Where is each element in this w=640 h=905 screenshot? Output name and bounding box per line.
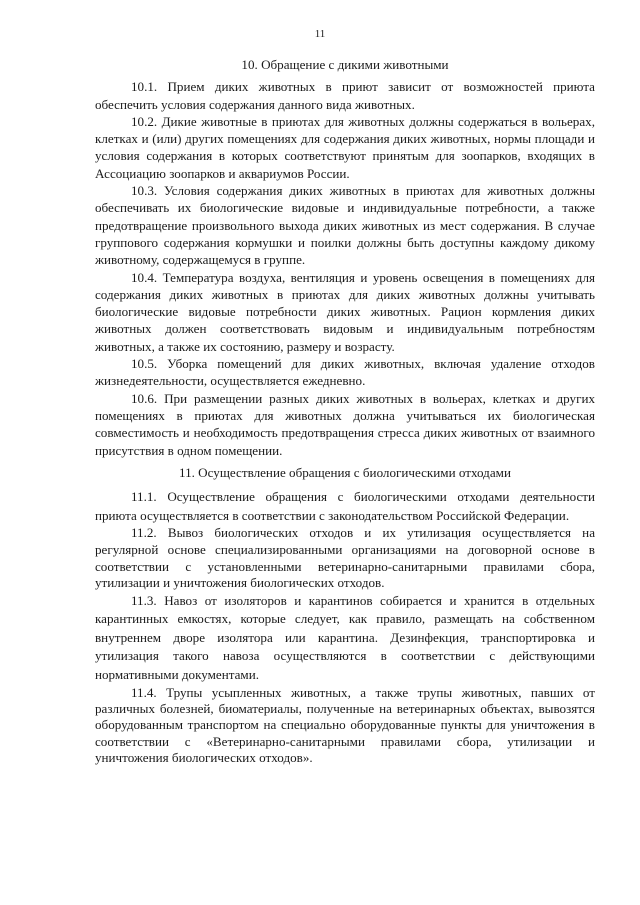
paragraph-10-4: 10.4. Температура воздуха, вентиляция и уровень освещения в помещениях для содержания диких животных в приютах для диких животных должны учитывать биологические видовые потребности диких животных. Рацион кормления диких животных должен соответствовать видовым и индивидуальным потребностям животных, а также их состоянию, размеру и возрасту. <box>95 269 595 354</box>
paragraph-10-5: 10.5. Уборка помещений для диких животных, включая удаление отходов жизнедеятельности, осуществляется ежедневно. <box>95 356 595 389</box>
paragraph-10-2: 10.2. Дикие животные в приютах для животных должны содержаться в вольерах, клетках и (или) других помещениях для содержания диких животных, нормы площади и условия содержания в которых соответствуют принятым для зоопарков, входящих в Ассоциацию зоопарков и аквариумов России. <box>95 113 595 181</box>
section-11-title: 11. Осуществление обращения с биологическими отходами <box>179 464 511 480</box>
paragraph-11-3: 11.3. Навоз от изоляторов и карантинов собирается и хранится в отдельных карантинных емкостях, которые следует, как правило, размещать на собственном внутреннем дворе изолятора или карантина. Дезинфекция, транспортировка и утилизация такого навоза осуществляются в соответствии с действующими нормативными документами. <box>95 592 595 683</box>
paragraph-11-2: 11.2. Вывоз биологических отходов и их утилизация осуществляется на регулярной основе специализированными организациями на договорной основе в соответствии с установленными ветеринарно-санитарными правилами сбора, утилизации и уничтожения биологических отходов. <box>95 525 595 591</box>
section-10-title: 10. Обращение с дикими животными <box>241 57 449 72</box>
paragraph-10-1: 10.1. Прием диких животных в приют зависит от возможностей приюта обеспечить условия содержания данного вида животных. <box>95 79 595 112</box>
paragraph-11-4: 11.4. Трупы усыпленных животных, а также трупы животных, павших от различных болезней, биоматериалы, полученные на ветеринарных объектах, вывозятся оборудованным транспортом на специально оборудованные пункты для уничтожения в соответствии с «Ветеринарно-санитарными правилами сбора, утилизации и уничтожения биологических отходов». <box>95 684 595 766</box>
paragraph-10-3: 10.3. Условия содержания диких животных в приютах для животных должны обеспечивать их биологические видовые и индивидуальные потребности, а также предотвращение произвольного выхода диких животных из мест содержания. В случае группового содержания кормушки и поилки должны быть доступны каждому дикому животному, содержащемуся в группе. <box>95 183 595 268</box>
document-body <box>95 56 595 767</box>
paragraph-11-1: 11.1. Осуществление обращения с биологическими отходами деятельности приюта осуществляется в соответствии с законодательством Российской Федерации. <box>95 489 595 523</box>
paragraph-10-6: 10.6. При размещении разных диких животных в вольерах, клетках и других помещениях в приютах для животных должна учитываться их биологическая совместимость и необходимость предотвращения стресса диких животных от взаимного присутствия в одном помещении. <box>95 390 595 458</box>
page-number: 11 <box>314 28 326 40</box>
